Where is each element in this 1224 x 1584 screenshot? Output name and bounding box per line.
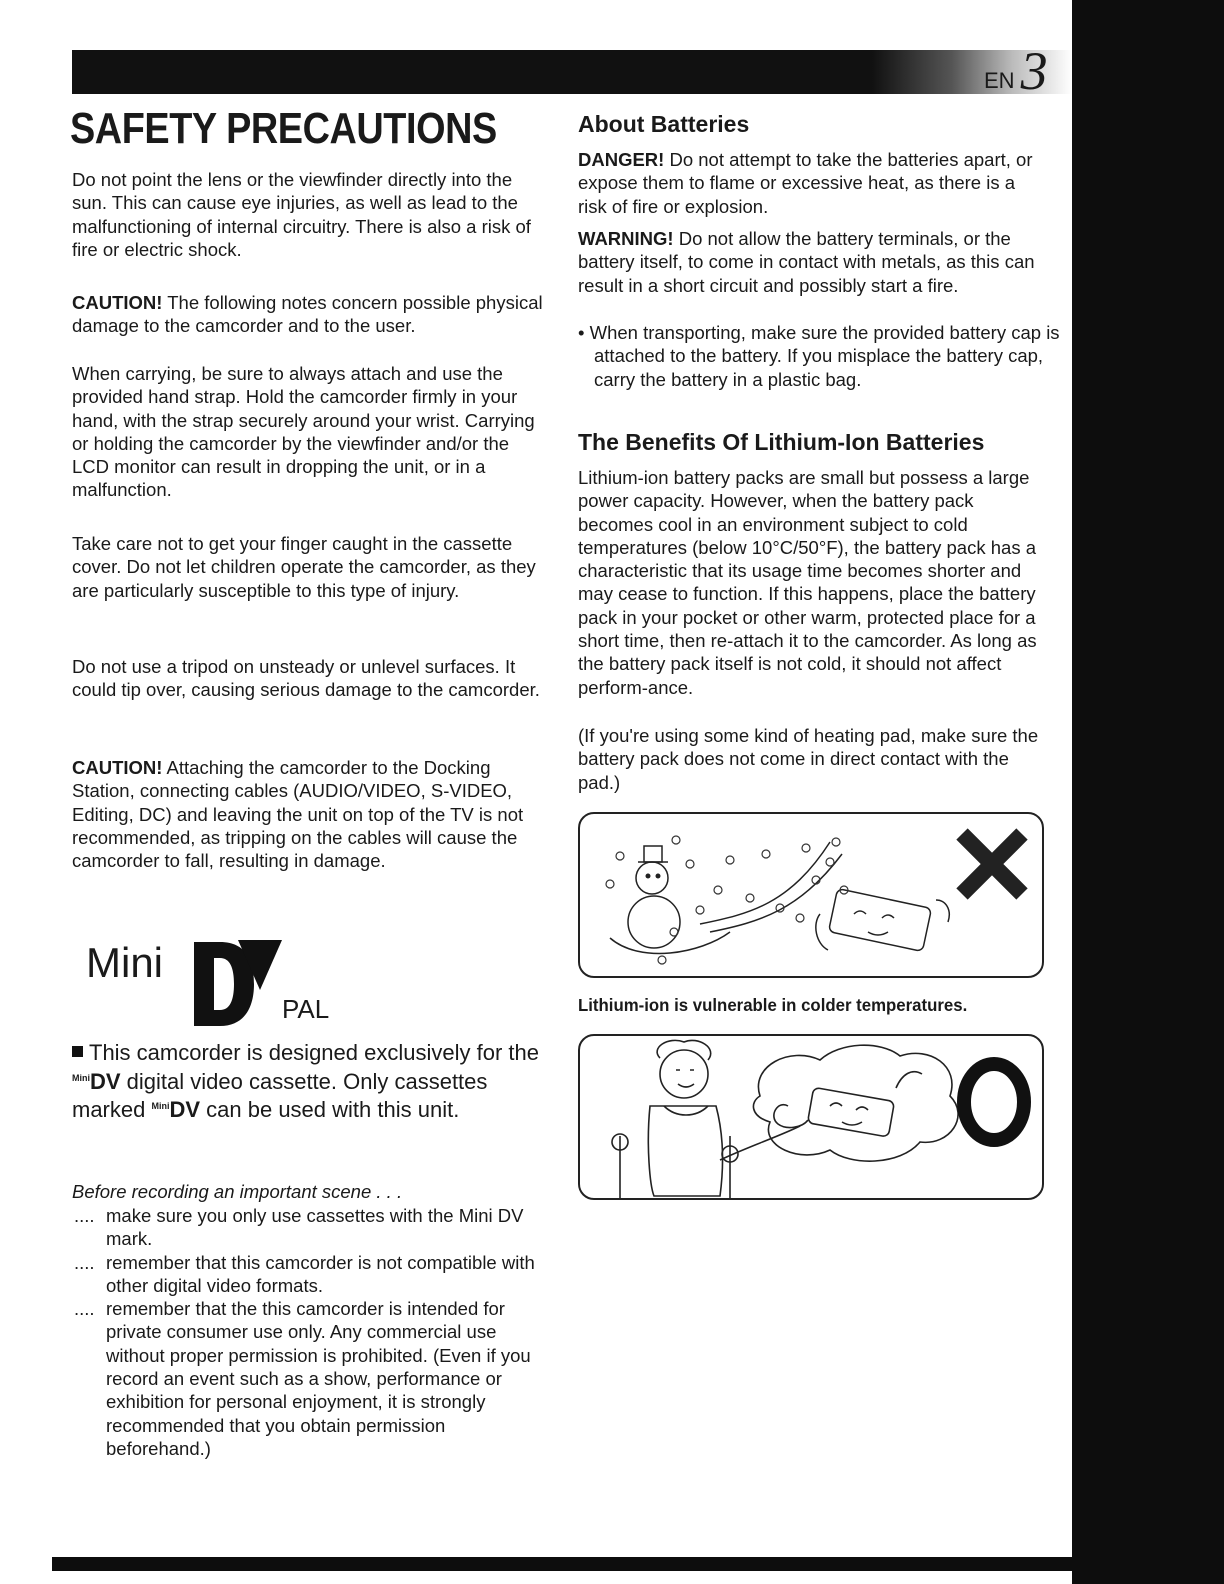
list-dots: .... bbox=[74, 1205, 95, 1226]
circle-ok-icon bbox=[964, 1064, 1024, 1140]
danger-text: Do not attempt to take the batteries apart, or expose them to flame or excessive heat, as there is a risk of fire or explosion. bbox=[578, 149, 1033, 217]
footer-bar bbox=[52, 1557, 1152, 1571]
page-title: SAFETY PRECAUTIONS bbox=[70, 104, 497, 153]
logo-mini-text: Mini bbox=[86, 939, 164, 986]
page-number bbox=[984, 41, 1048, 101]
note-text-1: This camcorder is designed exclusively for the bbox=[89, 1040, 539, 1065]
minidv-logo bbox=[86, 936, 376, 1030]
about-batteries-heading: About Batteries bbox=[578, 111, 750, 137]
heating-pad-note: (If you're using some kind of heating pad, make sure the battery pack does not come in direct contact with the pad.) bbox=[578, 725, 1039, 793]
danger-note bbox=[578, 148, 1048, 218]
list-item-text: remember that this camcorder is not compatible with other digital video formats. bbox=[106, 1251, 535, 1296]
warning-label: WARNING! bbox=[578, 228, 674, 249]
dv-inline-mark: DV bbox=[169, 1097, 201, 1123]
list-item bbox=[74, 1251, 544, 1298]
minidv-inline-mark: Mini bbox=[151, 1101, 170, 1112]
lithium-heading: The Benefits Of Lithium-Ion Batteries bbox=[578, 429, 985, 455]
caution-label: CAUTION! bbox=[72, 292, 163, 313]
header-bar bbox=[72, 50, 1072, 94]
before-recording-list bbox=[74, 1204, 544, 1460]
caution-label: CAUTION! bbox=[72, 757, 163, 778]
cross-mark-icon bbox=[962, 834, 1022, 894]
tripod-note: Do not use a tripod on unsteady or unlevel surfaces. It could tip over, causing serious damage to the camcorder. bbox=[72, 656, 540, 701]
minidv-inline-mark: Mini bbox=[72, 1072, 90, 1083]
illustration-caption: Lithium-ion is vulnerable in colder temperatures. bbox=[578, 995, 968, 1015]
list-item-text: make sure you only use cassettes with the Mini DV mark. bbox=[106, 1205, 524, 1250]
cassette-note bbox=[72, 1040, 542, 1123]
warning-text: Do not allow the battery terminals, or the battery itself, to come in contact with metals, as this can result in a short circuit and possibly start a fire. bbox=[578, 228, 1035, 296]
dv-mark-icon bbox=[192, 936, 282, 1028]
page-edge-bar bbox=[1072, 0, 1224, 1584]
carrying-note: When carrying, be sure to always attach and use the provided hand strap. Hold the camcorder firmly in your hand, with the strap securely around your wrist. Carrying or holding the camcorder by the viewfinder and/or the LCD monitor can result in dropping the unit, or in a malfunction. bbox=[72, 363, 535, 501]
cold-battery-illustration bbox=[578, 812, 1044, 978]
transport-bullet: • When transporting, make sure the provided battery cap is attached to the battery. If you misplace the battery cap, carry the battery in a plastic bag. bbox=[578, 322, 1060, 390]
caution-physical bbox=[72, 291, 544, 338]
before-recording-heading: Before recording an important scene . . . bbox=[72, 1181, 403, 1202]
finger-note: Take care not to get your finger caught in the cassette cover. Do not let children operate the camcorder, as they are particularly susceptible to this type of injury. bbox=[72, 533, 536, 601]
note-text-3: can be used with this unit. bbox=[200, 1097, 460, 1123]
dv-inline-mark: DV bbox=[90, 1068, 121, 1094]
warning-note bbox=[578, 227, 1048, 297]
page-language: EN bbox=[984, 68, 1015, 93]
note-text-2: digital video cassette. Only cassettes marked bbox=[72, 1068, 488, 1123]
snowman-battery-drawing bbox=[580, 814, 1042, 976]
list-dots: .... bbox=[74, 1298, 95, 1320]
caution-text: The following notes concern possible physical damage to the camcorder and to the user. bbox=[72, 292, 543, 337]
caution-docking bbox=[72, 756, 544, 872]
list-item bbox=[74, 1297, 544, 1460]
logo-dv-text: DV bbox=[256, 996, 258, 997]
warm-battery-illustration bbox=[578, 1034, 1044, 1200]
square-bullet-icon bbox=[72, 1046, 83, 1057]
list-item bbox=[74, 1204, 544, 1251]
caution-text: Attaching the camcorder to the Docking Station, connecting cables (AUDIO/VIDEO, S-VIDEO, Editing, DC) and leaving the unit on top of the TV is not recommended, as tripping on the cables will cause the camcorder to fall, resulting in damage. bbox=[72, 757, 524, 872]
skier-battery-drawing bbox=[580, 1036, 1042, 1198]
lithium-paragraph: Lithium-ion battery packs are small but possess a large power capacity. However, when the battery pack becomes cool in an environment subject to cold temperatures (below 10°C/50°F), the battery pack has a characteristic that its usage time becomes shorter and may cease to function. If this happens, place the battery pack in your pocket or other warm, protected place for a short time, then re-attach it to the camcorder. As long as the battery pack itself is not cold, it should not affect perform-ance. bbox=[578, 467, 1037, 698]
danger-label: DANGER! bbox=[578, 149, 665, 170]
list-dots: .... bbox=[74, 1251, 95, 1273]
page-number-value: 3 bbox=[1020, 41, 1048, 101]
sun-warning: Do not point the lens or the viewfinder directly into the sun. This can cause eye injuries, as well as lead to the malfunctioning of internal circuitry. There is also a risk of fire or electric shock. bbox=[72, 169, 531, 260]
logo-pal-text: PAL bbox=[282, 994, 330, 1024]
list-item-text: remember that the this camcorder is intended for private consumer use only. Any commercial use without proper permission is prohibited. (Even if you record an event such as a show, performance or exhibition for personal enjoyment, it is strongly recommended that you obtain permission beforehand.) bbox=[106, 1298, 531, 1459]
